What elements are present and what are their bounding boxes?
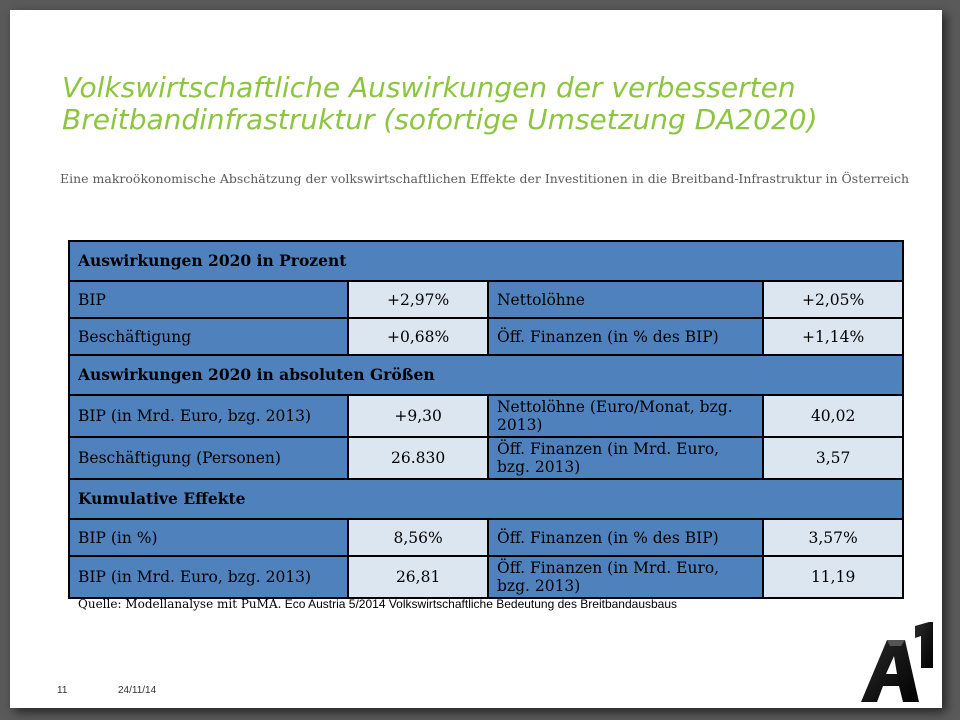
- row-label: Öff. Finanzen (in Mrd. Euro, bzg. 2013): [488, 556, 763, 598]
- row-label: BIP (in %): [69, 519, 348, 556]
- row-value: +2,97%: [348, 281, 488, 318]
- row-label: Öff. Finanzen (in % des BIP): [488, 318, 763, 355]
- row-value: +9,30: [348, 395, 488, 437]
- table-row: [69, 281, 903, 318]
- slide-subtitle: Eine makroökonomische Abschätzung der volkswirtschaftlichen Effekte der Investitionen in die Breitband-Infrastruktur in Österreich: [60, 171, 910, 186]
- table-row: [69, 556, 903, 598]
- row-label: Öff. Finanzen (in Mrd. Euro, bzg. 2013): [488, 437, 763, 479]
- table-row: [69, 519, 903, 556]
- row-value: 40,02: [763, 395, 903, 437]
- row-label: BIP (in Mrd. Euro, bzg. 2013): [69, 395, 348, 437]
- slide-title: Volkswirtschaftliche Auswirkungen der verbesserten Breitbandinfrastruktur (sofortige Umsetzung DA2020): [62, 71, 818, 136]
- row-value: 8,56%: [348, 519, 488, 556]
- slide: [10, 10, 942, 708]
- row-value: +1,14%: [763, 318, 903, 355]
- section-header-percent: Auswirkungen 2020 in Prozent: [69, 241, 903, 281]
- slide-date: 24/11/14: [118, 685, 157, 696]
- row-value: 26,81: [348, 556, 488, 598]
- row-value: 26.830: [348, 437, 488, 479]
- source-note: [78, 597, 838, 611]
- section-header-cumulative: Kumulative Effekte: [69, 479, 903, 519]
- row-label: Beschäftigung: [69, 318, 348, 355]
- row-value: 3,57: [763, 437, 903, 479]
- page-number: 11: [57, 685, 68, 696]
- row-label: BIP: [69, 281, 348, 318]
- table-row: [69, 318, 903, 355]
- a1-logo-icon: [857, 622, 939, 704]
- section-header-absolute: Auswirkungen 2020 in absoluten Größen: [69, 355, 903, 395]
- row-label: Nettolöhne (Euro/Monat, bzg. 2013): [488, 395, 763, 437]
- row-value: +0,68%: [348, 318, 488, 355]
- table-row: [69, 395, 903, 437]
- table-row: [69, 437, 903, 479]
- results-table: [68, 240, 904, 599]
- row-label: BIP (in Mrd. Euro, bzg. 2013): [69, 556, 348, 598]
- row-value: 11,19: [763, 556, 903, 598]
- row-label: Beschäftigung (Personen): [69, 437, 348, 479]
- source-publication: Eco Austria 5/2014 Volkswirtschaftliche Bedeutung des Breitbandausbaus: [281, 597, 678, 611]
- row-value: 3,57%: [763, 519, 903, 556]
- source-model: Quelle: Modellanalyse mit PuMA.: [78, 597, 282, 611]
- row-label: Öff. Finanzen (in % des BIP): [488, 519, 763, 556]
- row-value: +2,05%: [763, 281, 903, 318]
- row-label: Nettolöhne: [488, 281, 763, 318]
